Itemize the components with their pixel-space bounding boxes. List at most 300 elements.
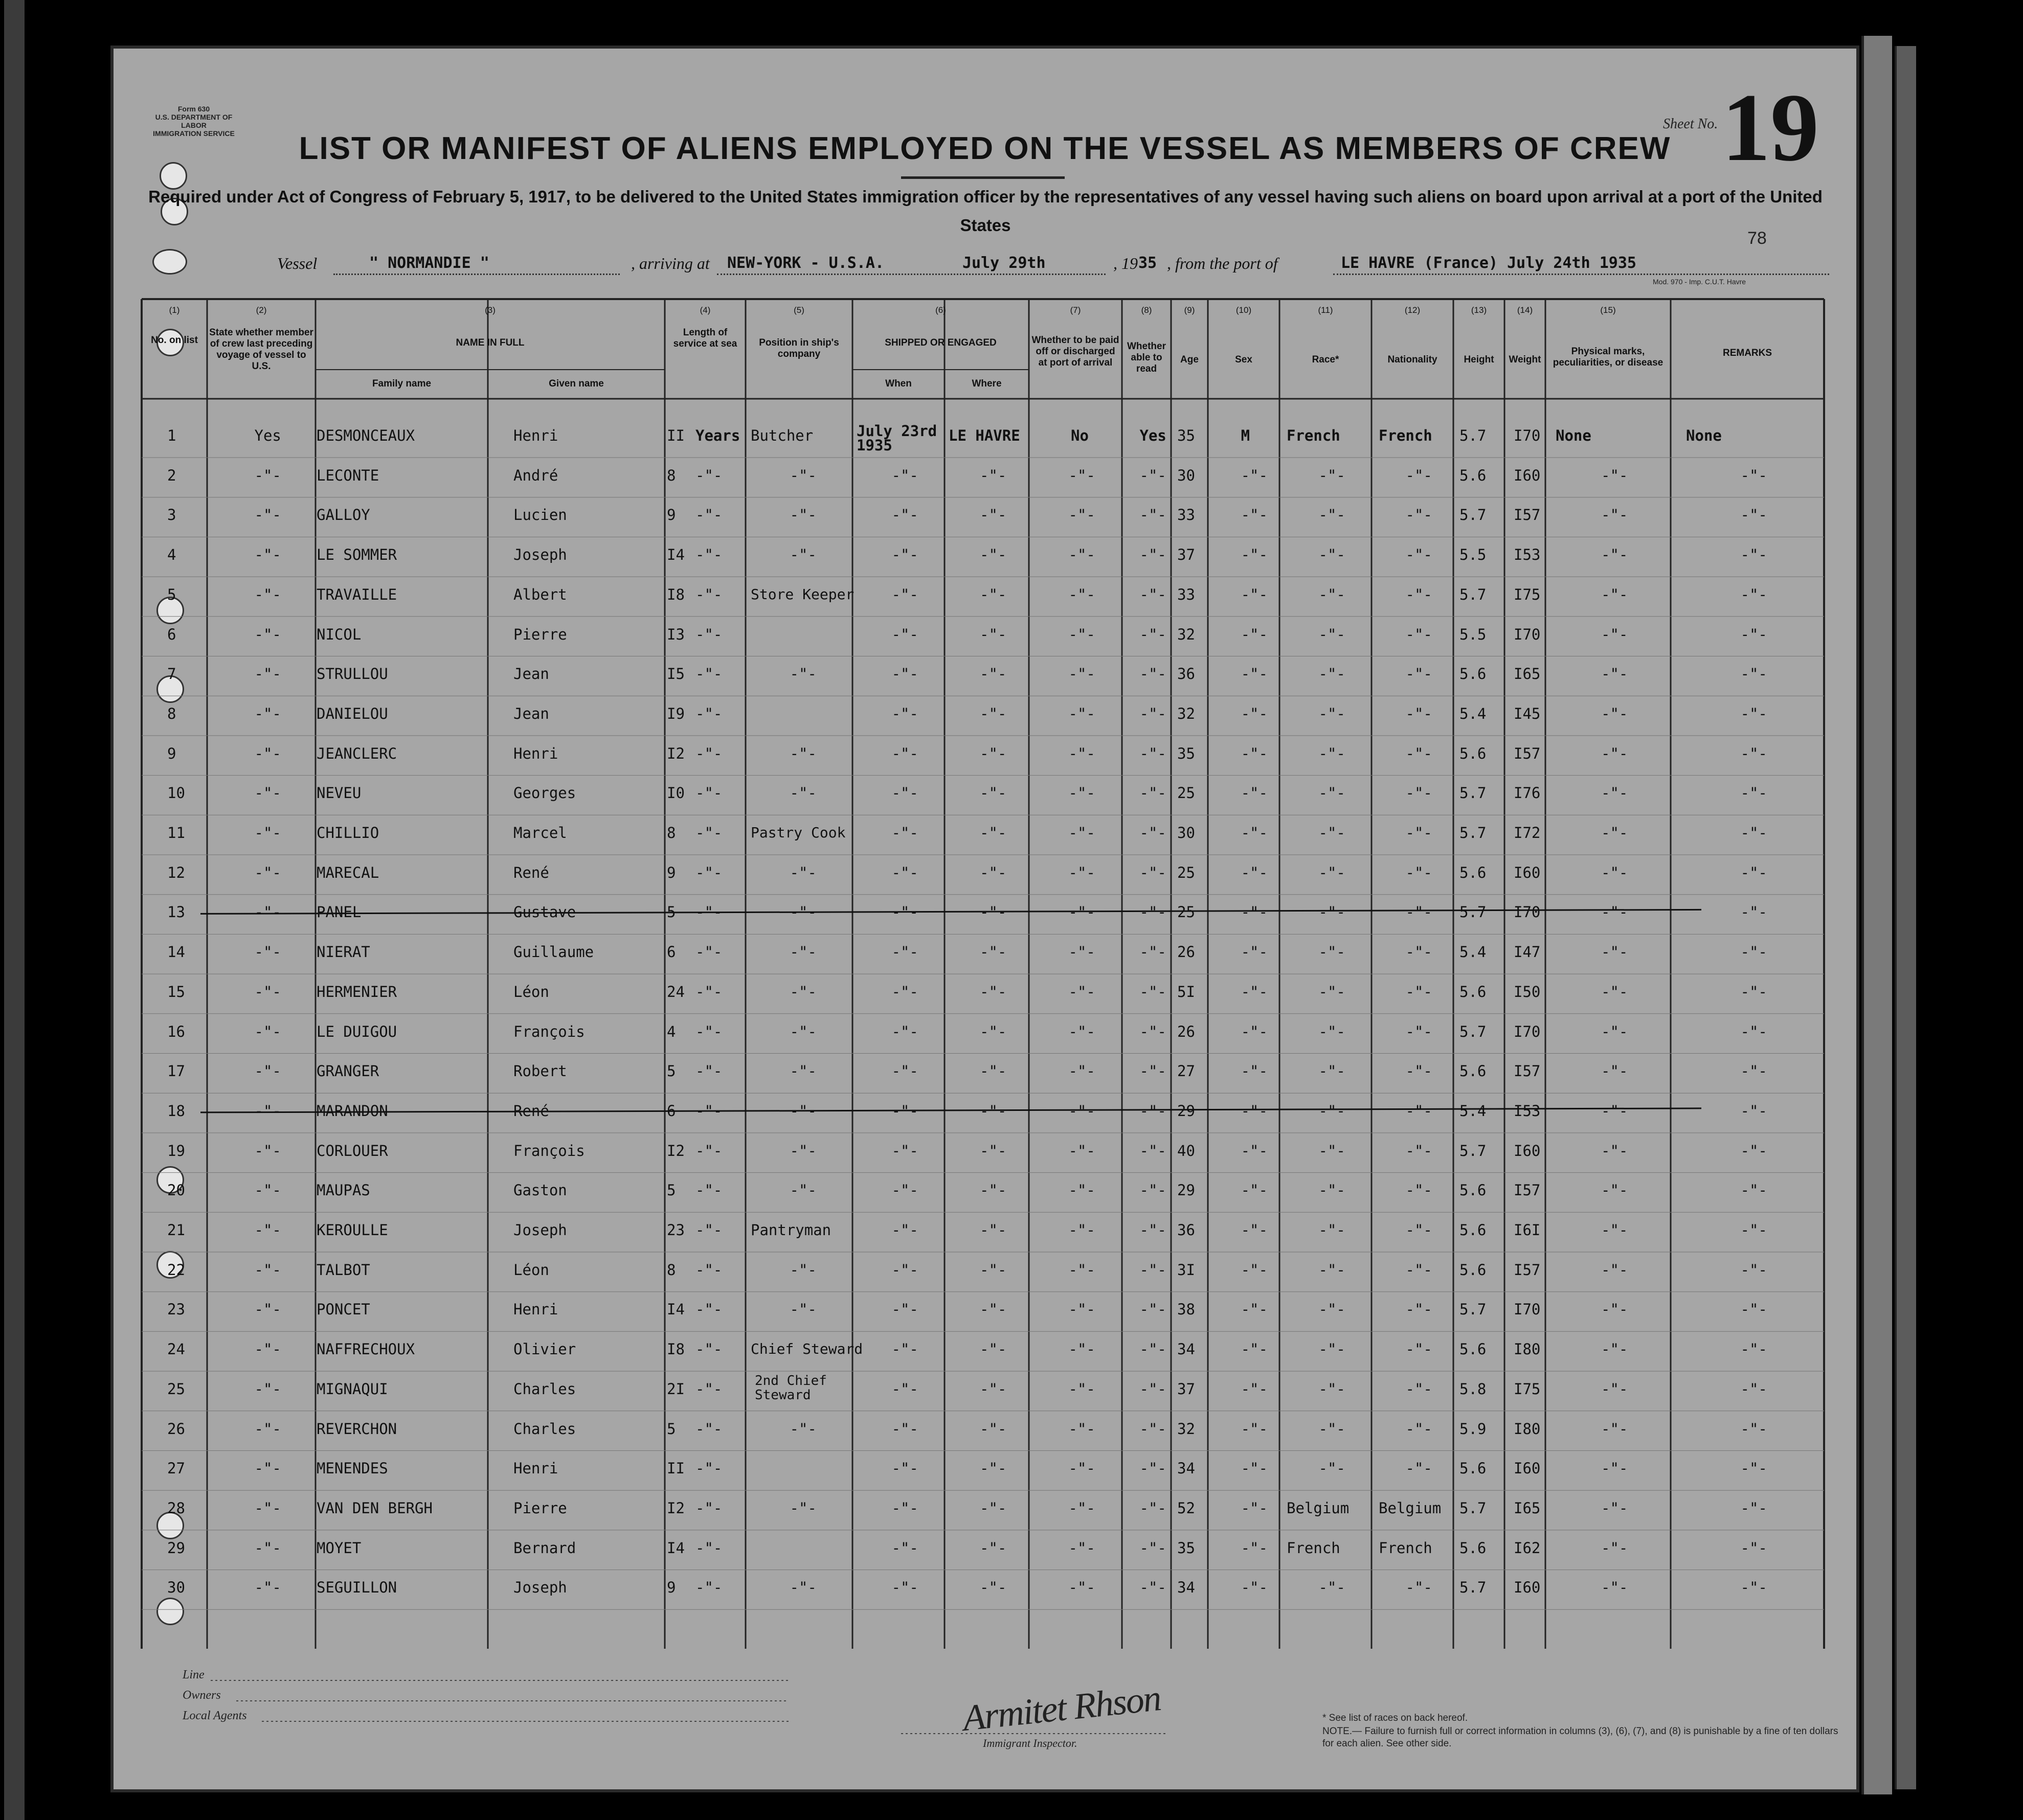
family-name: SEGUILLON xyxy=(317,1579,397,1597)
nationality: -"- xyxy=(1405,585,1432,603)
age: 34 xyxy=(1177,1579,1195,1597)
service-ditto: -"- xyxy=(695,1022,723,1040)
service-ditto: -"- xyxy=(695,943,723,961)
service-ditto: -"- xyxy=(695,1062,723,1080)
family-name: VAN DEN BERGH xyxy=(317,1499,433,1517)
height: 5.6 xyxy=(1459,1062,1487,1080)
nationality: -"- xyxy=(1405,903,1432,921)
remarks-ditto: -"- xyxy=(1740,665,1767,683)
family-name: NIERAT xyxy=(317,943,370,961)
service-ditto: -"- xyxy=(695,1221,723,1239)
height: 5.6 xyxy=(1459,1261,1487,1279)
able-to-read-ditto: -"- xyxy=(1139,903,1166,921)
shipped-where-ditto: -"- xyxy=(980,625,1007,643)
physical-marks-ditto: -"- xyxy=(1601,1221,1628,1239)
vessel-label: Vessel xyxy=(277,254,318,272)
nationality: -"- xyxy=(1405,983,1432,1000)
shipped-where-ditto: -"- xyxy=(980,466,1007,484)
sex-ditto: -"- xyxy=(1241,1221,1268,1239)
nationality: -"- xyxy=(1405,1261,1432,1279)
weight: I53 xyxy=(1514,546,1541,564)
weight: I65 xyxy=(1514,665,1541,683)
sex-ditto: -"- xyxy=(1241,1142,1268,1159)
race: -"- xyxy=(1318,1022,1345,1040)
paid-off-ditto: -"- xyxy=(1068,466,1095,484)
height: 5.4 xyxy=(1459,943,1487,961)
remarks-ditto: -"- xyxy=(1740,625,1767,643)
weight: I62 xyxy=(1514,1539,1541,1557)
age: 33 xyxy=(1177,585,1195,603)
paid-off-ditto: -"- xyxy=(1068,1261,1095,1279)
nationality: Belgium xyxy=(1379,1499,1442,1517)
header-physical-marks: Physical marks, peculiarities, or disease xyxy=(1553,346,1664,368)
weight: I50 xyxy=(1514,983,1541,1000)
races-note: * See list of races on back hereof. xyxy=(1322,1713,1468,1723)
crew-last-voyage: -"- xyxy=(254,466,281,484)
able-to-read-ditto: -"- xyxy=(1139,466,1166,484)
paid-off-ditto: -"- xyxy=(1068,704,1095,722)
position: -"- xyxy=(790,1579,817,1597)
crew-last-voyage: -"- xyxy=(254,824,281,841)
position: -"- xyxy=(790,506,817,524)
paid-off-ditto: -"- xyxy=(1068,1340,1095,1358)
age: 30 xyxy=(1177,824,1195,841)
shipped-when-ditto: -"- xyxy=(891,943,918,961)
service-ditto: -"- xyxy=(695,1579,723,1597)
remarks-ditto: -"- xyxy=(1740,1340,1767,1358)
paid-off-ditto: -"- xyxy=(1068,625,1095,643)
shipped-when-ditto: -"- xyxy=(891,1221,918,1239)
physical-marks: None xyxy=(1556,427,1591,444)
nationality: -"- xyxy=(1405,1579,1432,1597)
row-number: 26 xyxy=(167,1420,185,1438)
race: -"- xyxy=(1318,1420,1345,1438)
weight: I70 xyxy=(1514,1301,1541,1318)
family-name: CORLOUER xyxy=(317,1142,388,1159)
sex-ditto: -"- xyxy=(1241,903,1268,921)
remarks-ditto: -"- xyxy=(1740,863,1767,881)
family-name: DANIELOU xyxy=(317,704,388,722)
family-name: MOYET xyxy=(317,1539,362,1557)
header-col-number: (4) xyxy=(700,305,711,315)
race: Belgium xyxy=(1287,1499,1350,1517)
race: -"- xyxy=(1318,1062,1345,1080)
service-ditto: -"- xyxy=(695,824,723,841)
able-to-read-ditto: -"- xyxy=(1139,1261,1166,1279)
given-name: Joseph xyxy=(513,1579,567,1597)
remarks-ditto: -"- xyxy=(1740,1261,1767,1279)
length-of-service: I4 xyxy=(667,1301,685,1318)
shipped-where-ditto: -"- xyxy=(980,1460,1007,1477)
position: -"- xyxy=(790,784,817,802)
family-name: GRANGER xyxy=(317,1062,379,1080)
crew-last-voyage: -"- xyxy=(254,1022,281,1040)
sex-ditto: -"- xyxy=(1241,665,1268,683)
age: 52 xyxy=(1177,1499,1195,1517)
nationality: -"- xyxy=(1405,546,1432,564)
header-col-number: (11) xyxy=(1318,305,1333,315)
adjacent-page-edge-left xyxy=(4,0,25,1820)
header-col-number: (12) xyxy=(1404,305,1421,315)
crew-last-voyage: -"- xyxy=(254,943,281,961)
able-to-read-ditto: -"- xyxy=(1139,1340,1166,1358)
physical-marks-ditto: -"- xyxy=(1601,1380,1628,1398)
paid-off-ditto: -"- xyxy=(1068,1181,1095,1199)
row-number: 28 xyxy=(167,1499,185,1517)
service-ditto: -"- xyxy=(695,1380,723,1398)
position: -"- xyxy=(790,1261,817,1279)
length-of-service: I9 xyxy=(667,704,685,722)
nationality: -"- xyxy=(1405,1301,1432,1318)
family-name: MENENDES xyxy=(317,1460,388,1477)
age: 36 xyxy=(1177,665,1195,683)
length-of-service: I5 xyxy=(667,665,685,683)
row-number: 29 xyxy=(167,1539,185,1557)
header-height: Height xyxy=(1464,354,1494,365)
shipped-when-ditto: -"- xyxy=(891,1539,918,1557)
length-of-service: 4 xyxy=(667,1022,676,1040)
race: -"- xyxy=(1318,585,1345,603)
able-to-read-ditto: -"- xyxy=(1139,1142,1166,1159)
race: -"- xyxy=(1318,983,1345,1000)
age: 29 xyxy=(1177,1181,1195,1199)
age: 32 xyxy=(1177,704,1195,722)
weight: I75 xyxy=(1514,585,1541,603)
height: 5.6 xyxy=(1459,863,1487,881)
family-name: STRULLOU xyxy=(317,665,388,683)
nationality: -"- xyxy=(1405,665,1432,683)
remarks-ditto: -"- xyxy=(1740,1221,1767,1239)
given-name: Henri xyxy=(513,1460,558,1477)
height: 5.4 xyxy=(1459,1102,1487,1120)
length-of-service: 23 xyxy=(667,1221,685,1239)
row-number: 11 xyxy=(167,824,185,841)
physical-marks-ditto: -"- xyxy=(1601,943,1628,961)
row-number: 9 xyxy=(167,744,176,762)
position: -"- xyxy=(790,1301,817,1318)
crew-last-voyage: -"- xyxy=(254,1102,281,1120)
age: 33 xyxy=(1177,506,1195,524)
document-title: LIST OR MANIFEST OF ALIENS EMPLOYED ON THE VESSEL AS MEMBERS OF CREW xyxy=(299,131,1671,166)
service-ditto: -"- xyxy=(695,704,723,722)
family-name: CHILLIO xyxy=(317,824,379,841)
row-number: 21 xyxy=(167,1221,185,1239)
shipped-where-ditto: -"- xyxy=(980,824,1007,841)
age: 26 xyxy=(1177,943,1195,961)
nationality: -"- xyxy=(1405,863,1432,881)
shipped-where-ditto: -"- xyxy=(980,506,1007,524)
row-number: 1 xyxy=(167,427,176,444)
family-name: LE DUIGOU xyxy=(317,1022,397,1040)
vessel-name: " NORMANDIE " xyxy=(369,254,489,272)
physical-marks-ditto: -"- xyxy=(1601,1301,1628,1318)
race: -"- xyxy=(1318,506,1345,524)
remarks-ditto: -"- xyxy=(1740,466,1767,484)
page-edge-right xyxy=(1861,36,1892,1794)
height: 5.4 xyxy=(1459,704,1487,722)
crew-last-voyage: -"- xyxy=(254,1499,281,1517)
sex-ditto: -"- xyxy=(1241,625,1268,643)
height: 5.6 xyxy=(1459,1340,1487,1358)
header-paid-off: Whether to be paid off or discharged at port of arrival xyxy=(1031,335,1119,368)
shipped-where-ditto: -"- xyxy=(980,1340,1007,1358)
family-name: NAFFRECHOUX xyxy=(317,1340,415,1358)
physical-marks-ditto: -"- xyxy=(1601,1142,1628,1159)
row-number: 8 xyxy=(167,704,176,722)
shipped-when-ditto: -"- xyxy=(891,1102,918,1120)
service-ditto: -"- xyxy=(695,1181,723,1199)
header-name-in-full: NAME IN FULL xyxy=(456,337,525,348)
physical-marks-ditto: -"- xyxy=(1601,704,1628,722)
height: 5.6 xyxy=(1459,466,1487,484)
footer-rules xyxy=(114,49,1856,1789)
family-name: PANEL xyxy=(317,903,362,921)
able-to-read-ditto: -"- xyxy=(1139,1539,1166,1557)
shipped-when-ditto: -"- xyxy=(891,1181,918,1199)
sex-ditto: -"- xyxy=(1241,546,1268,564)
service-ditto: -"- xyxy=(695,665,723,683)
length-of-service: I8 xyxy=(667,1340,685,1358)
weight: I53 xyxy=(1514,1102,1541,1120)
length-of-service: 9 xyxy=(667,506,676,524)
given-name: Gustave xyxy=(513,903,576,921)
sex-ditto: -"- xyxy=(1241,1181,1268,1199)
able-to-read-ditto: -"- xyxy=(1139,585,1166,603)
physical-marks-ditto: -"- xyxy=(1601,1579,1628,1597)
position: -"- xyxy=(790,744,817,762)
shipped-where-ditto: -"- xyxy=(980,1142,1007,1159)
service-ditto: -"- xyxy=(695,506,723,524)
weight: I60 xyxy=(1514,1142,1541,1159)
shipped-when-ditto: -"- xyxy=(891,1022,918,1040)
form-number: Form 630 xyxy=(177,105,210,113)
weight: I70 xyxy=(1514,427,1541,444)
shipped-when-ditto: -"- xyxy=(891,983,918,1000)
weight: I60 xyxy=(1514,466,1541,484)
row-number: 17 xyxy=(167,1062,185,1080)
crew-last-voyage: -"- xyxy=(254,1301,281,1318)
crew-last-voyage: -"- xyxy=(254,1142,281,1159)
header-crew-last-voyage: State whether member of crew last preceding voyage of vessel to U.S. xyxy=(209,327,313,372)
remarks-ditto: -"- xyxy=(1740,903,1767,921)
crew-last-voyage: -"- xyxy=(254,1579,281,1597)
shipped-when-ditto: -"- xyxy=(891,824,918,841)
age: 34 xyxy=(1177,1340,1195,1358)
height: 5.5 xyxy=(1459,625,1487,643)
height: 5.6 xyxy=(1459,1460,1487,1477)
able-to-read-ditto: -"- xyxy=(1139,863,1166,881)
shipped-where-ditto: -"- xyxy=(980,1181,1007,1199)
height: 5.6 xyxy=(1459,1221,1487,1239)
length-of-service: 6 xyxy=(667,943,676,961)
header-race: Race* xyxy=(1312,354,1339,365)
position: -"- xyxy=(790,983,817,1000)
shipped-where-ditto: -"- xyxy=(980,784,1007,802)
able-to-read-ditto: -"- xyxy=(1139,943,1166,961)
service-ditto: -"- xyxy=(695,1499,723,1517)
position: Store Keeper xyxy=(751,585,855,603)
able-to-read-ditto: -"- xyxy=(1139,1102,1166,1120)
shipped-when-ditto: -"- xyxy=(891,1420,918,1438)
age: 35 xyxy=(1177,427,1195,444)
able-to-read-ditto: -"- xyxy=(1139,665,1166,683)
remarks-ditto: -"- xyxy=(1740,1062,1767,1080)
crew-last-voyage: -"- xyxy=(254,1221,281,1239)
given-name: Marcel xyxy=(513,824,567,841)
sex-ditto: -"- xyxy=(1241,1261,1268,1279)
paid-off-ditto: -"- xyxy=(1068,665,1095,683)
sex-ditto: -"- xyxy=(1241,943,1268,961)
position: Pastry Cook xyxy=(751,824,846,841)
service-ditto: -"- xyxy=(695,1340,723,1358)
physical-marks-ditto: -"- xyxy=(1601,1539,1628,1557)
length-of-service: I0 xyxy=(667,784,685,802)
given-name: Gaston xyxy=(513,1181,567,1199)
given-name: François xyxy=(513,1022,585,1040)
row-number: 4 xyxy=(167,546,176,564)
header-col-number: (3) xyxy=(485,305,496,315)
header-no-on-list: No. on list xyxy=(151,335,198,346)
age: 36 xyxy=(1177,1221,1195,1239)
physical-marks-ditto: -"- xyxy=(1601,466,1628,484)
crew-last-voyage: -"- xyxy=(254,665,281,683)
paid-off-ditto: -"- xyxy=(1068,983,1095,1000)
header-remarks: REMARKS xyxy=(1722,348,1772,358)
remarks-ditto: -"- xyxy=(1740,1499,1767,1517)
remarks-ditto: -"- xyxy=(1740,1022,1767,1040)
sex-ditto: -"- xyxy=(1241,1460,1268,1477)
crew-last-voyage: -"- xyxy=(254,585,281,603)
page-number: 78 xyxy=(1747,229,1767,248)
able-to-read-ditto: -"- xyxy=(1139,1460,1166,1477)
family-name: KEROULLE xyxy=(317,1221,388,1239)
weight: I45 xyxy=(1514,704,1541,722)
nationality: -"- xyxy=(1405,506,1432,524)
physical-marks-ditto: -"- xyxy=(1601,546,1628,564)
position: -"- xyxy=(790,1062,817,1080)
physical-marks-ditto: -"- xyxy=(1601,744,1628,762)
shipped-when-ditto: -"- xyxy=(891,903,918,921)
shipped-when: July 23rd 1935 xyxy=(857,422,937,454)
form-service: IMMIGRATION SERVICE xyxy=(153,129,235,138)
sex-ditto: -"- xyxy=(1241,1579,1268,1597)
shipped-when-ditto: -"- xyxy=(891,665,918,683)
age: 32 xyxy=(1177,1420,1195,1438)
length-of-service: I4 xyxy=(667,1539,685,1557)
row-number: 20 xyxy=(167,1181,185,1199)
nationality: French xyxy=(1379,1539,1432,1557)
weight: I47 xyxy=(1514,943,1541,961)
length-of-service: I2 xyxy=(667,1499,685,1517)
service-ditto: -"- xyxy=(695,466,723,484)
remarks: None xyxy=(1686,427,1722,444)
header-sex: Sex xyxy=(1235,354,1252,365)
row-number: 22 xyxy=(167,1261,185,1279)
height: 5.6 xyxy=(1459,744,1487,762)
height: 5.7 xyxy=(1459,1579,1487,1597)
given-name: Charles xyxy=(513,1420,576,1438)
nationality: -"- xyxy=(1405,1102,1432,1120)
crew-last-voyage: -"- xyxy=(254,744,281,762)
able-to-read-ditto: -"- xyxy=(1139,744,1166,762)
age: 26 xyxy=(1177,1022,1195,1040)
able-to-read-ditto: -"- xyxy=(1139,704,1166,722)
year-suffix: 35 xyxy=(1138,254,1157,272)
physical-marks-ditto: -"- xyxy=(1601,1499,1628,1517)
row-number: 23 xyxy=(167,1301,185,1318)
sex-ditto: -"- xyxy=(1241,1340,1268,1358)
footer-line-label: Line xyxy=(183,1668,205,1681)
shipped-when-ditto: -"- xyxy=(891,704,918,722)
row-number: 2 xyxy=(167,466,176,484)
shipped-when-ditto: -"- xyxy=(891,506,918,524)
shipped-when-ditto: -"- xyxy=(891,1142,918,1159)
family-name: MAUPAS xyxy=(317,1181,370,1199)
nationality: -"- xyxy=(1405,625,1432,643)
row-number: 19 xyxy=(167,1142,185,1159)
shipped-when-ditto: -"- xyxy=(891,546,918,564)
sex-ditto: -"- xyxy=(1241,824,1268,841)
crew-last-voyage: -"- xyxy=(254,546,281,564)
given-name: Guillaume xyxy=(513,943,594,961)
service-ditto: -"- xyxy=(695,903,723,921)
position: Pantryman xyxy=(751,1221,831,1239)
family-name: NEVEU xyxy=(317,784,362,802)
shipped-where-ditto: -"- xyxy=(980,704,1007,722)
sex-ditto: -"- xyxy=(1241,506,1268,524)
family-name: TRAVAILLE xyxy=(317,585,397,603)
length-of-service: II xyxy=(667,1460,685,1477)
remarks-ditto: -"- xyxy=(1740,1142,1767,1159)
shipped-when-ditto: -"- xyxy=(891,1380,918,1398)
age: 5I xyxy=(1177,983,1195,1000)
length-of-service: 24 xyxy=(667,983,685,1000)
service-ditto: -"- xyxy=(695,1102,723,1120)
service-ditto: -"- xyxy=(695,1460,723,1477)
weight: I57 xyxy=(1514,506,1541,524)
weight: I57 xyxy=(1514,744,1541,762)
remarks-ditto: -"- xyxy=(1740,1102,1767,1120)
paid-off-ditto: -"- xyxy=(1068,1221,1095,1239)
race: French xyxy=(1287,1539,1340,1557)
header-col-number: (7) xyxy=(1070,305,1081,315)
nationality: -"- xyxy=(1405,704,1432,722)
able-to-read-ditto: -"- xyxy=(1139,983,1166,1000)
sex-ditto: -"- xyxy=(1241,1301,1268,1318)
height: 5.7 xyxy=(1459,824,1487,841)
position: -"- xyxy=(790,1022,817,1040)
given-name: André xyxy=(513,466,558,484)
height: 5.7 xyxy=(1459,1499,1487,1517)
race: -"- xyxy=(1318,863,1345,881)
given-name: Joseph xyxy=(513,1221,567,1239)
service-ditto: -"- xyxy=(695,625,723,643)
form-department: U.S. DEPARTMENT OF LABOR xyxy=(155,113,233,129)
crew-last-voyage: -"- xyxy=(254,506,281,524)
length-of-service: I4 xyxy=(667,546,685,564)
service-unit: Years xyxy=(695,427,740,444)
shipped-where-ditto: -"- xyxy=(980,1261,1007,1279)
remarks-ditto: -"- xyxy=(1740,1539,1767,1557)
remarks-ditto: -"- xyxy=(1740,1460,1767,1477)
physical-marks-ditto: -"- xyxy=(1601,1181,1628,1199)
row-number: 24 xyxy=(167,1340,185,1358)
given-name: Henri xyxy=(513,427,558,444)
sex-ditto: -"- xyxy=(1241,983,1268,1000)
service-ditto: -"- xyxy=(695,1261,723,1279)
length-of-service: 8 xyxy=(667,1261,676,1279)
race: -"- xyxy=(1318,1380,1345,1398)
